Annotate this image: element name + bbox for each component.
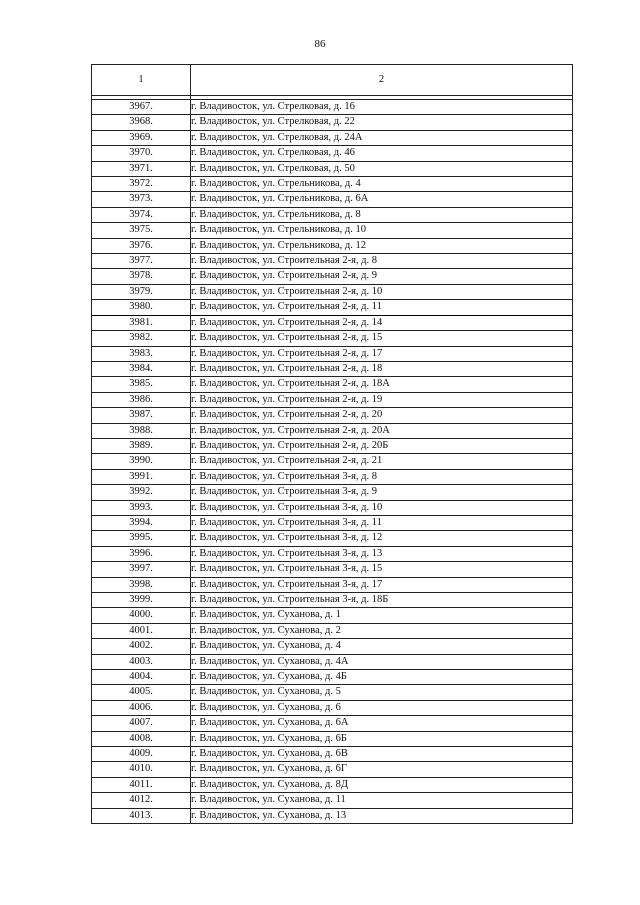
table-row	[92, 593, 573, 608]
row-address: г. Владивосток, ул. Стрелковая, д. 24А	[191, 130, 573, 145]
table-row	[92, 685, 573, 700]
table-row	[92, 531, 573, 546]
table-header	[92, 65, 573, 100]
table-row	[92, 392, 573, 407]
row-address: г. Владивосток, ул. Суханова, д. 4Б	[191, 670, 573, 685]
table-row	[92, 238, 573, 253]
row-address: г. Владивосток, ул. Суханова, д. 4А	[191, 654, 573, 669]
row-number: 3972.	[92, 177, 191, 192]
table-row	[92, 254, 573, 269]
row-number: 3974.	[92, 207, 191, 222]
row-address: г. Владивосток, ул. Стрелковая, д. 22	[191, 115, 573, 130]
row-address: г. Владивосток, ул. Строительная 3-я, д. 18Б	[191, 593, 573, 608]
table-row	[92, 146, 573, 161]
row-number: 4002.	[92, 639, 191, 654]
row-number: 3968.	[92, 115, 191, 130]
row-address: г. Владивосток, ул. Суханова, д. 6	[191, 700, 573, 715]
row-number: 3979.	[92, 284, 191, 299]
table-row	[92, 731, 573, 746]
row-number: 4001.	[92, 623, 191, 638]
row-address: г. Владивосток, ул. Стрелковая, д. 46	[191, 146, 573, 161]
table-row	[92, 562, 573, 577]
table-row	[92, 223, 573, 238]
row-number: 3989.	[92, 438, 191, 453]
row-address: г. Владивосток, ул. Строительная 3-я, д. 9	[191, 485, 573, 500]
row-address: г. Владивосток, ул. Суханова, д. 11	[191, 793, 573, 808]
row-number: 3976.	[92, 238, 191, 253]
row-address: г. Владивосток, ул. Строительная 2-я, д. 18А	[191, 377, 573, 392]
row-address: г. Владивосток, ул. Строительная 3-я, д. 15	[191, 562, 573, 577]
row-number: 4010.	[92, 762, 191, 777]
table-row	[92, 115, 573, 130]
row-number: 3969.	[92, 130, 191, 145]
row-address: г. Владивосток, ул. Строительная 2-я, д. 20Б	[191, 438, 573, 453]
column-header-1: 1	[92, 65, 191, 96]
row-number: 3970.	[92, 146, 191, 161]
table-row	[92, 623, 573, 638]
row-address: г. Владивосток, ул. Строительная 3-я, д. 11	[191, 515, 573, 530]
table-row	[92, 346, 573, 361]
table-row	[92, 546, 573, 561]
page-number: 86	[314, 38, 326, 50]
row-address: г. Владивосток, ул. Строительная 2-я, д. 17	[191, 346, 573, 361]
table-row	[92, 515, 573, 530]
table-row	[92, 747, 573, 762]
row-address: г. Владивосток, ул. Строительная 2-я, д. 18	[191, 361, 573, 376]
table-row	[92, 408, 573, 423]
row-address: г. Владивосток, ул. Стрельникова, д. 8	[191, 207, 573, 222]
table-row	[92, 161, 573, 176]
row-address: г. Владивосток, ул. Строительная 3-я, д. 8	[191, 469, 573, 484]
row-address: г. Владивосток, ул. Суханова, д. 6Б	[191, 731, 573, 746]
row-address: г. Владивосток, ул. Строительная 2-я, д. 20А	[191, 423, 573, 438]
row-address: г. Владивосток, ул. Суханова, д. 6А	[191, 716, 573, 731]
table-row	[92, 192, 573, 207]
row-address: г. Владивосток, ул. Суханова, д. 6В	[191, 747, 573, 762]
table-row	[92, 654, 573, 669]
row-number: 4013.	[92, 808, 191, 823]
row-number: 4009.	[92, 747, 191, 762]
table-row	[92, 577, 573, 592]
table-row	[92, 423, 573, 438]
table-row	[92, 670, 573, 685]
row-number: 3985.	[92, 377, 191, 392]
table-row	[92, 269, 573, 284]
row-number: 4012.	[92, 793, 191, 808]
row-number: 3980.	[92, 300, 191, 315]
row-number: 3994.	[92, 515, 191, 530]
row-number: 3997.	[92, 562, 191, 577]
row-number: 3977.	[92, 254, 191, 269]
row-address: г. Владивосток, ул. Суханова, д. 1	[191, 608, 573, 623]
row-address: г. Владивосток, ул. Стрелковая, д. 50	[191, 161, 573, 176]
row-number: 4008.	[92, 731, 191, 746]
row-address: г. Владивосток, ул. Строительная 2-я, д. 15	[191, 331, 573, 346]
table-row	[92, 500, 573, 515]
row-number: 3984.	[92, 361, 191, 376]
row-address: г. Владивосток, ул. Суханова, д. 5	[191, 685, 573, 700]
row-number: 4007.	[92, 716, 191, 731]
row-address: г. Владивосток, ул. Строительная 2-я, д. 19	[191, 392, 573, 407]
row-address: г. Владивосток, ул. Суханова, д. 4	[191, 639, 573, 654]
table-row	[92, 315, 573, 330]
row-number: 3998.	[92, 577, 191, 592]
row-address: г. Владивосток, ул. Строительная 2-я, д. 11	[191, 300, 573, 315]
row-address: г. Владивосток, ул. Суханова, д. 13	[191, 808, 573, 823]
row-number: 4006.	[92, 700, 191, 715]
row-address: г. Владивосток, ул. Стрельникова, д. 12	[191, 238, 573, 253]
table-row	[92, 639, 573, 654]
row-address: г. Владивосток, ул. Строительная 2-я, д. 9	[191, 269, 573, 284]
row-number: 3983.	[92, 346, 191, 361]
row-number: 3978.	[92, 269, 191, 284]
row-address: г. Владивосток, ул. Строительная 2-я, д. 20	[191, 408, 573, 423]
row-address: г. Владивосток, ул. Стрельникова, д. 6А	[191, 192, 573, 207]
table-row	[92, 331, 573, 346]
table-row	[92, 762, 573, 777]
row-number: 4011.	[92, 777, 191, 792]
table-row	[92, 716, 573, 731]
table-row	[92, 454, 573, 469]
address-table	[91, 64, 573, 824]
row-number: 3967.	[92, 100, 191, 115]
table-row	[92, 300, 573, 315]
table-row	[92, 608, 573, 623]
row-number: 3971.	[92, 161, 191, 176]
row-number: 3982.	[92, 331, 191, 346]
table-row	[92, 100, 573, 115]
row-number: 3975.	[92, 223, 191, 238]
row-address: г. Владивосток, ул. Строительная 3-я, д. 12	[191, 531, 573, 546]
row-address: г. Владивосток, ул. Стрелковая, д. 16	[191, 100, 573, 115]
table-row	[92, 130, 573, 145]
row-number: 3999.	[92, 593, 191, 608]
row-address: г. Владивосток, ул. Суханова, д. 6Г	[191, 762, 573, 777]
row-number: 3995.	[92, 531, 191, 546]
row-address: г. Владивосток, ул. Строительная 2-я, д. 8	[191, 254, 573, 269]
row-number: 3981.	[92, 315, 191, 330]
row-number: 4003.	[92, 654, 191, 669]
row-address: г. Владивосток, ул. Суханова, д. 8Д	[191, 777, 573, 792]
row-address: г. Владивосток, ул. Строительная 2-я, д. 14	[191, 315, 573, 330]
row-number: 3996.	[92, 546, 191, 561]
table-row	[92, 207, 573, 222]
row-address: г. Владивосток, ул. Строительная 2-я, д. 21	[191, 454, 573, 469]
row-address: г. Владивосток, ул. Строительная 3-я, д. 10	[191, 500, 573, 515]
column-header-2: 2	[191, 65, 573, 96]
table-row	[92, 284, 573, 299]
row-number: 4000.	[92, 608, 191, 623]
table-row	[92, 377, 573, 392]
table-row	[92, 469, 573, 484]
row-address: г. Владивосток, ул. Строительная 3-я, д. 13	[191, 546, 573, 561]
row-number: 4005.	[92, 685, 191, 700]
row-number: 3992.	[92, 485, 191, 500]
row-number: 4004.	[92, 670, 191, 685]
row-number: 3988.	[92, 423, 191, 438]
row-address: г. Владивосток, ул. Строительная 2-я, д. 10	[191, 284, 573, 299]
table-row	[92, 438, 573, 453]
row-number: 3987.	[92, 408, 191, 423]
row-number: 3990.	[92, 454, 191, 469]
table-row	[92, 777, 573, 792]
table-row	[92, 177, 573, 192]
row-number: 3973.	[92, 192, 191, 207]
row-number: 3993.	[92, 500, 191, 515]
row-number: 3986.	[92, 392, 191, 407]
table-row	[92, 793, 573, 808]
row-address: г. Владивосток, ул. Стрельникова, д. 4	[191, 177, 573, 192]
row-address: г. Владивосток, ул. Строительная 3-я, д. 17	[191, 577, 573, 592]
row-address: г. Владивосток, ул. Суханова, д. 2	[191, 623, 573, 638]
table-row	[92, 700, 573, 715]
row-address: г. Владивосток, ул. Стрельникова, д. 10	[191, 223, 573, 238]
table-body	[92, 100, 573, 824]
table-row	[92, 485, 573, 500]
table-row	[92, 361, 573, 376]
table-row	[92, 808, 573, 823]
row-number: 3991.	[92, 469, 191, 484]
